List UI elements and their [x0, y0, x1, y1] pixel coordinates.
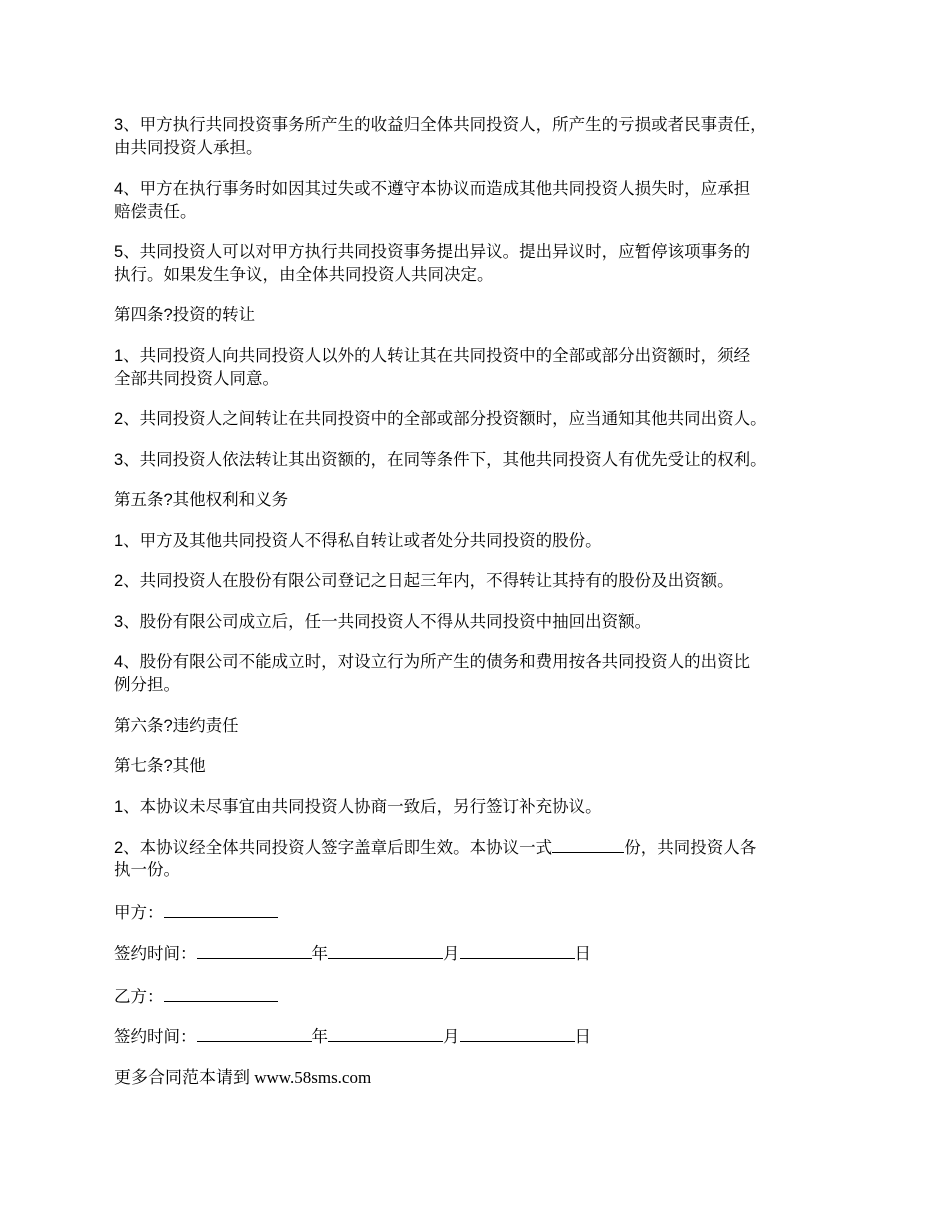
body-line: 1、甲方及其他共同投资人不得私自转让或者处分共同投资的股份。 [114, 532, 602, 550]
body-line: 5、共同投资人可以对甲方执行共同投资事务提出异议。提出异议时，应暂停该项事务的 [114, 243, 751, 261]
body-line: 2、共同投资人在股份有限公司登记之日起三年内，不得转让其持有的股份及出资额。 [114, 572, 734, 590]
day-label: 日 [574, 945, 591, 963]
copies-count-blank[interactable] [552, 835, 624, 853]
body-line: 3、股份有限公司成立后，任一共同投资人不得从共同投资中抽回出资额。 [114, 613, 652, 631]
footer-website-note: 更多合同范本请到 www.58sms.com [114, 1068, 372, 1087]
copies-clause-continued: 执一份。 [114, 861, 180, 879]
body-line: 第六条?违约责任 [114, 717, 239, 735]
year-blank[interactable] [197, 1024, 312, 1042]
body-line: 赔偿责任。 [114, 203, 197, 221]
year-blank[interactable] [197, 941, 312, 959]
body-line: 1、共同投资人向共同投资人以外的人转让其在共同投资中的全部或部分出资额时，须经 [114, 347, 751, 365]
body-line: 第七条?其他 [114, 757, 206, 775]
party-b-signature-row [114, 984, 278, 1009]
sign-time-label: 签约时间： [114, 945, 197, 963]
body-line: 由共同投资人承担。 [114, 139, 263, 157]
body-line: 第五条?其他权利和义务 [114, 491, 289, 509]
year-label: 年 [311, 945, 328, 963]
month-label: 月 [443, 945, 460, 963]
party-a-signature-blank[interactable] [164, 900, 278, 918]
copies-clause-after: 份，共同投资人各 [624, 839, 757, 857]
body-line: 1、本协议未尽事宜由共同投资人协商一致后，另行签订补充协议。 [114, 798, 602, 816]
body-line: 3、甲方执行共同投资事务所产生的收益归全体共同投资人，所产生的亏损或者民事责任， [114, 116, 767, 134]
month-blank[interactable] [328, 941, 443, 959]
day-blank[interactable] [460, 1024, 575, 1042]
body-line: 执行。如果发生争议，由全体共同投资人共同决定。 [114, 266, 494, 284]
party-b-signature-blank[interactable] [164, 984, 278, 1002]
body-line: 4、甲方在执行事务时如因其过失或不遵守本协议而造成其他共同投资人损失时，应承担 [114, 180, 751, 198]
copies-clause-before: 2、本协议经全体共同投资人签字盖章后即生效。本协议一式 [114, 839, 553, 857]
body-line: 第四条?投资的转让 [114, 306, 256, 324]
body-line: 例分担。 [114, 676, 180, 694]
body-line: 4、股份有限公司不能成立时，对设立行为所产生的债务和费用按各共同投资人的出资比 [114, 653, 751, 671]
day-blank[interactable] [460, 941, 575, 959]
sign-time-row-1 [114, 941, 591, 966]
month-label: 月 [443, 1028, 460, 1046]
body-line: 全部共同投资人同意。 [114, 370, 279, 388]
party-b-label: 乙方： [114, 988, 164, 1006]
year-label: 年 [311, 1028, 328, 1046]
party-a-signature-row [114, 900, 278, 925]
copies-clause [114, 835, 756, 860]
body-line: 2、共同投资人之间转让在共同投资中的全部或部分投资额时，应当通知其他共同出资人。 [114, 410, 767, 428]
body-line: 3、共同投资人依法转让其出资额的，在同等条件下，其他共同投资人有优先受让的权利。 [114, 451, 767, 469]
month-blank[interactable] [328, 1024, 443, 1042]
sign-time-row-2 [114, 1024, 591, 1049]
sign-time-label: 签约时间： [114, 1028, 197, 1046]
party-a-label: 甲方： [114, 904, 164, 922]
day-label: 日 [574, 1028, 591, 1046]
